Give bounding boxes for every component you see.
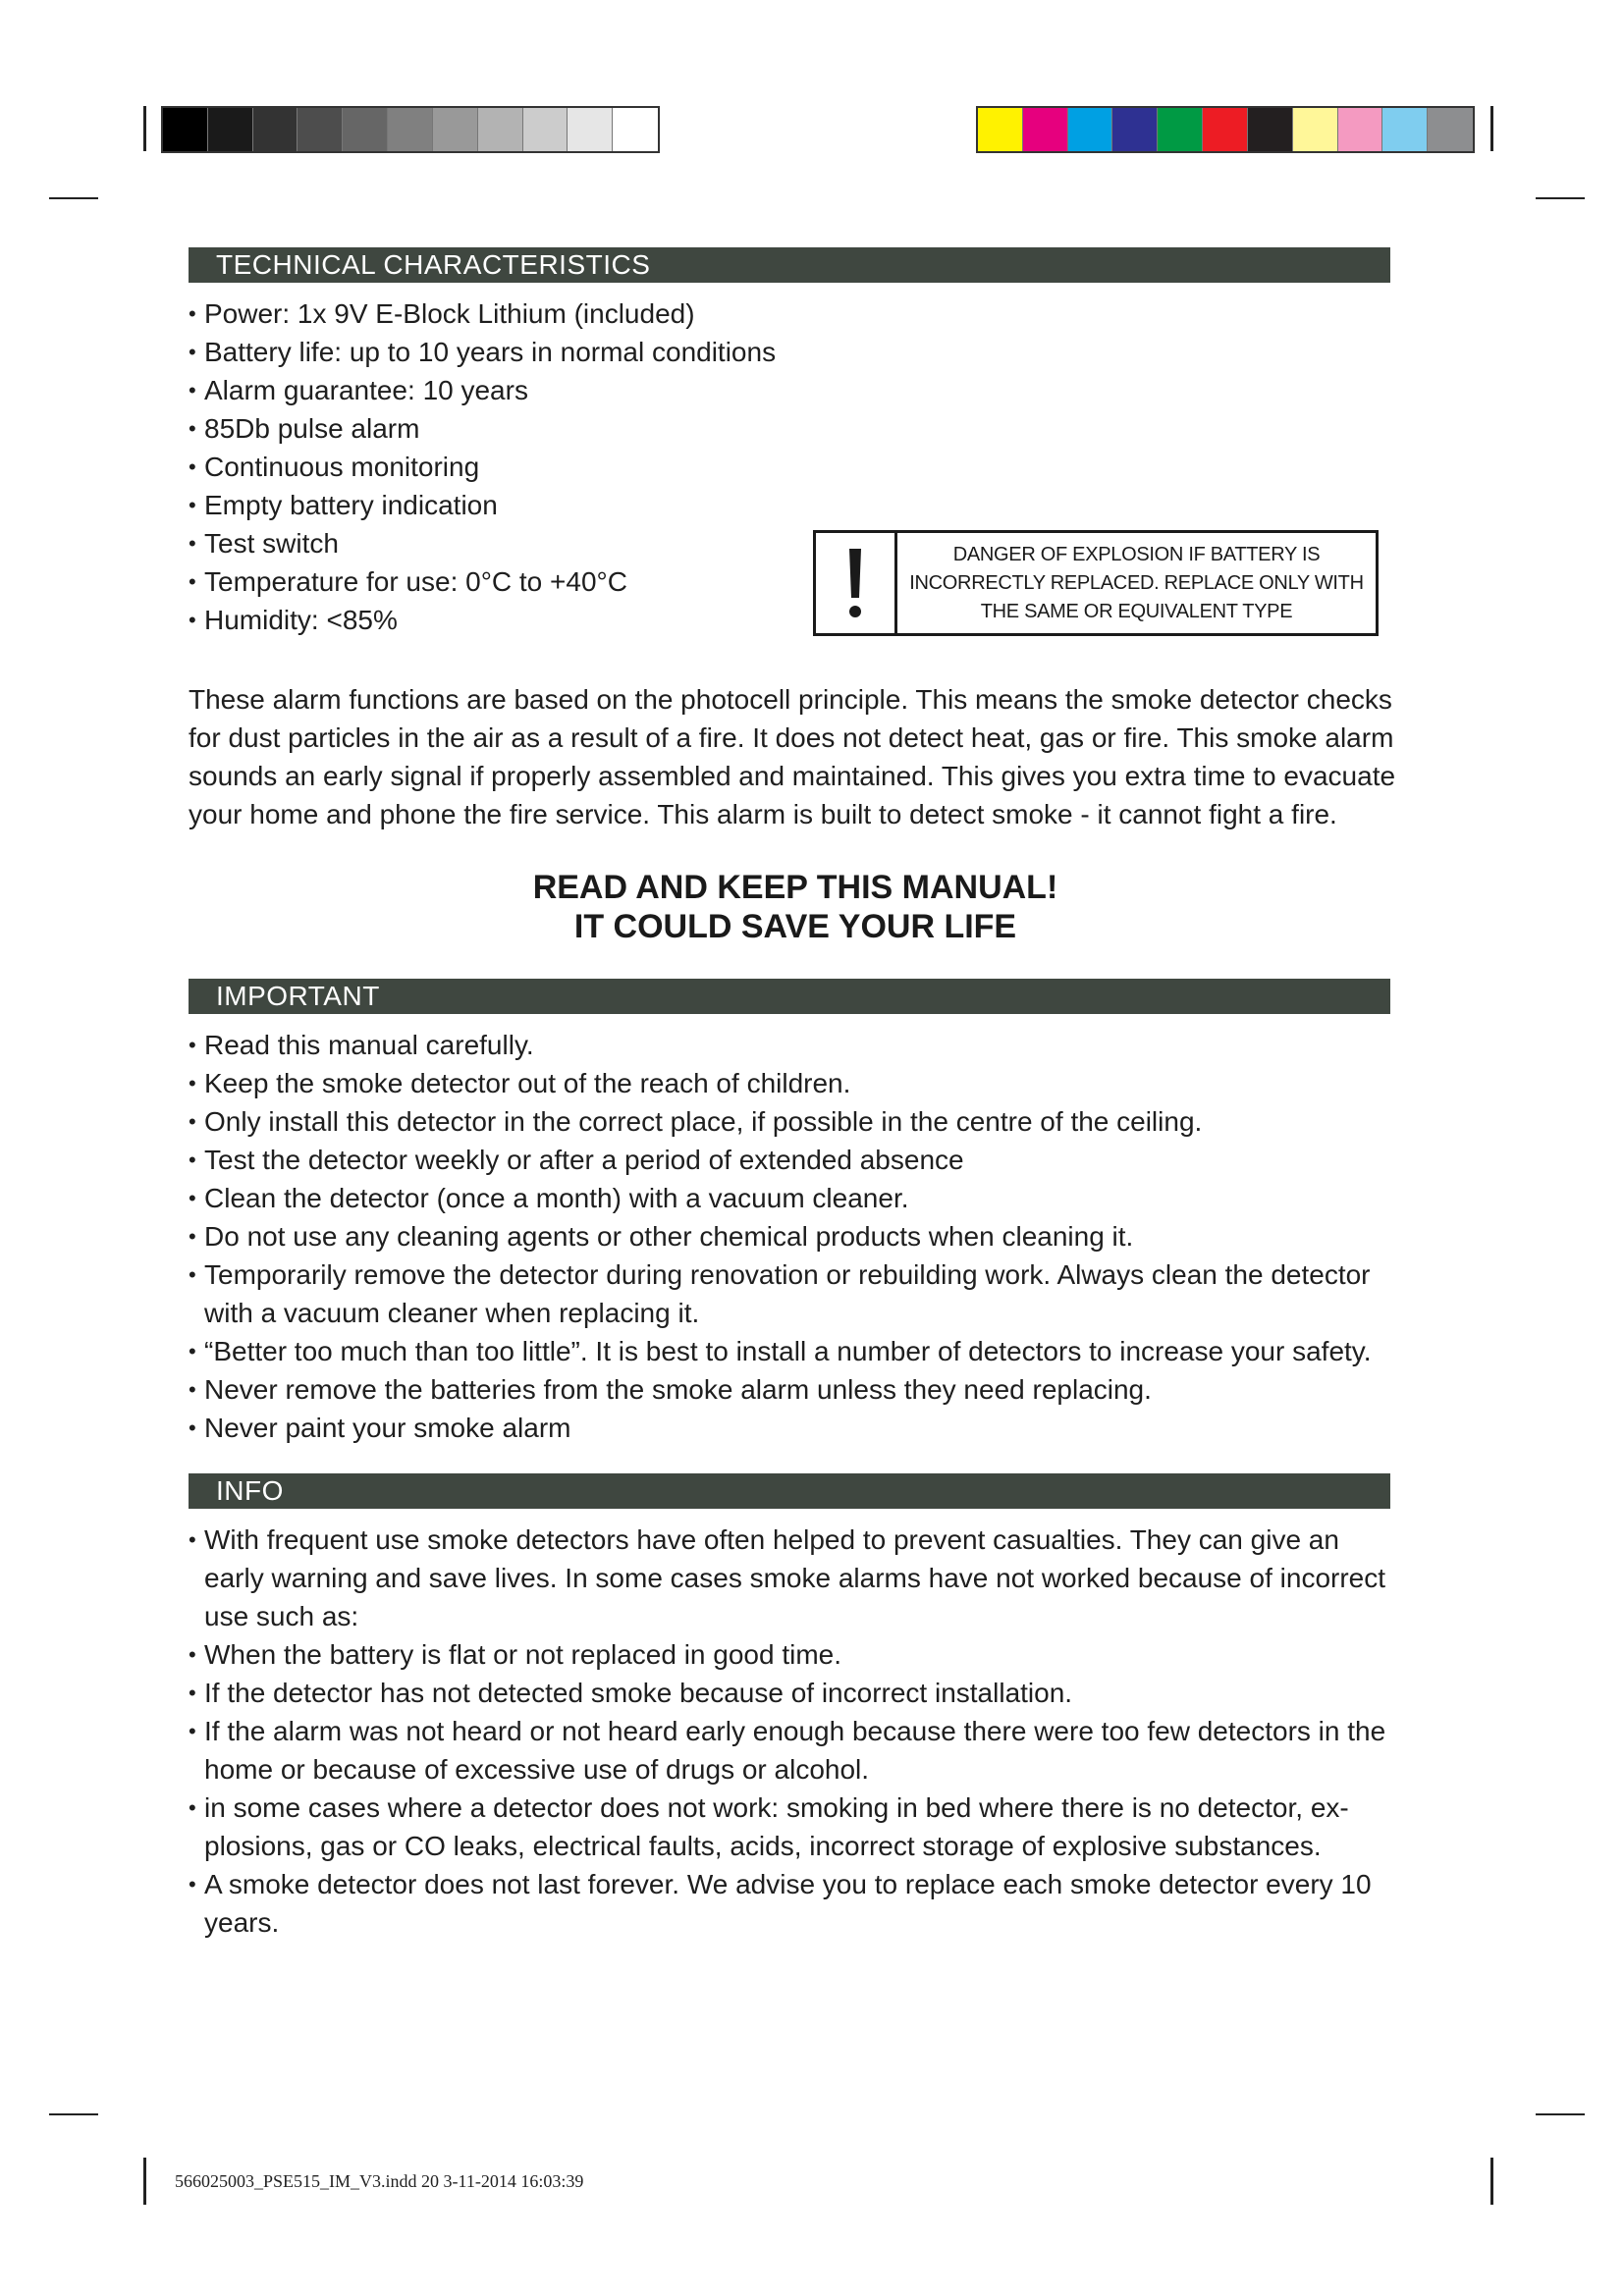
info-section-header: INFO <box>189 1473 1390 1509</box>
important-list <box>189 1026 1410 1447</box>
list-item: • When the battery is flat or not replaced in good time. <box>189 1635 1402 1674</box>
calibration-swatch <box>523 108 568 151</box>
calibration-swatch <box>253 108 298 151</box>
list-item: • Only install this detector in the correct place, if possible in the centre of the ceiling. <box>189 1102 1410 1141</box>
list-item: • Keep the smoke detector out of the reach of children. <box>189 1064 1410 1102</box>
warning-text <box>897 533 1376 633</box>
calibration-swatch <box>978 108 1023 151</box>
list-item: • If the alarm was not heard or not heard early enough because there were too few detectors in the home or because of excessive use of drugs or alcohol. <box>189 1712 1402 1789</box>
list-item: • “Better too much than too little”. It is best to install a number of detectors to increase your safety. <box>189 1332 1410 1370</box>
grayscale-calibration-bar <box>161 106 660 153</box>
footer-file-info: 566025003_PSE515_IM_V3.indd 20 3-11-2014 16:03:39 <box>175 2171 584 2191</box>
calibration-swatch <box>298 108 343 151</box>
heading-line-2: IT COULD SAVE YOUR LIFE <box>573 908 1017 945</box>
calibration-swatch <box>1428 108 1473 151</box>
crop-mark-top-left <box>143 106 146 151</box>
list-item: • Do not use any cleaning agents or other chemical products when cleaning it. <box>189 1217 1410 1255</box>
important-section-header: IMPORTANT <box>189 979 1390 1014</box>
calibration-swatch <box>1023 108 1068 151</box>
list-item: • Empty battery indication <box>189 486 817 524</box>
calibration-swatch <box>1293 108 1338 151</box>
list-item: • Battery life: up to 10 years in normal conditions <box>189 333 817 371</box>
calibration-swatch <box>1068 108 1113 151</box>
list-item: • Temperature for use: 0°C to +40°C <box>189 562 817 601</box>
color-calibration-bar <box>976 106 1475 153</box>
warning-line-1: DANGER OF EXPLOSION IF BATTERY IS <box>952 543 1321 565</box>
list-item: • in some cases where a detector does not work: smoking in bed where there is no detector, ex-plosions, gas or CO leaks, electrical faults, acids, incorrect storage of explosive substances. <box>189 1789 1402 1865</box>
calibration-swatch <box>1112 108 1158 151</box>
technical-list <box>189 294 817 639</box>
list-item: • Test switch <box>189 524 817 562</box>
list-item: • Temporarily remove the detector during renovation or rebuilding work. Always clean the detector with a vacuum cleaner when replacing it. <box>189 1255 1410 1332</box>
calibration-swatch <box>208 108 253 151</box>
calibration-swatch <box>388 108 433 151</box>
technical-section-header: TECHNICAL CHARACTERISTICS <box>189 247 1390 283</box>
battery-warning-box <box>813 530 1379 636</box>
list-item: • With frequent use smoke detectors have often helped to prevent casualties. They can give an early warning and save lives. In some cases smoke alarms have not worked because of incorrect use such as: <box>189 1521 1402 1635</box>
list-item: • Clean the detector (once a month) with a vacuum cleaner. <box>189 1179 1410 1217</box>
list-item: • If the detector has not detected smoke because of incorrect installation. <box>189 1674 1402 1712</box>
list-item: • Read this manual carefully. <box>189 1026 1410 1064</box>
list-item: • A smoke detector does not last forever. We advise you to replace each smoke detector every 10 years. <box>189 1865 1402 1942</box>
calibration-swatch <box>1203 108 1248 151</box>
crop-mark-bottom-left <box>143 2158 146 2205</box>
crop-mark-top-right <box>1490 106 1493 151</box>
warning-line-2: INCORRECTLY REPLACED. REPLACE ONLY WITH <box>909 571 1364 594</box>
calibration-swatch <box>478 108 523 151</box>
list-item: • Humidity: <85% <box>189 601 817 639</box>
calibration-swatch <box>1248 108 1293 151</box>
list-item: • Power: 1x 9V E-Block Lithium (included) <box>189 294 817 333</box>
list-item: • Never paint your smoke alarm <box>189 1409 1410 1447</box>
crop-mark-right-upper <box>1536 197 1585 199</box>
list-item: • Test the detector weekly or after a period of extended absence <box>189 1141 1410 1179</box>
crop-mark-left-lower <box>49 2113 98 2115</box>
crop-mark-right-lower <box>1536 2113 1585 2115</box>
intro-paragraph: These alarm functions are based on the photocell principle. This means the smoke detector checks for dust particles in the air as a result of a fire. It does not detect heat, gas or fire. This smoke alarm sounds an early signal if properly assembled and maintained. This gives you extra time to evacuate your home and phone the fire service. This alarm is built to detect smoke - it cannot fight a fire. <box>189 684 1396 829</box>
list-item: • Alarm guarantee: 10 years <box>189 371 817 409</box>
read-manual-heading <box>189 868 1402 946</box>
calibration-swatch <box>343 108 388 151</box>
crop-mark-bottom-right <box>1490 2158 1493 2205</box>
crop-mark-left-upper <box>49 197 98 199</box>
calibration-swatch <box>1158 108 1203 151</box>
calibration-swatch <box>1382 108 1428 151</box>
list-item: • Continuous monitoring <box>189 448 817 486</box>
calibration-swatch <box>433 108 478 151</box>
calibration-swatch <box>568 108 613 151</box>
calibration-swatch <box>1338 108 1383 151</box>
list-item: • 85Db pulse alarm <box>189 409 817 448</box>
warning-line-3: THE SAME OR EQUIVALENT TYPE <box>980 600 1293 622</box>
info-list <box>189 1521 1402 1942</box>
calibration-swatch <box>163 108 208 151</box>
exclamation-icon <box>816 533 897 633</box>
list-item: • Never remove the batteries from the smoke alarm unless they need replacing. <box>189 1370 1410 1409</box>
calibration-swatch <box>613 108 658 151</box>
heading-line-1: READ AND KEEP THIS MANUAL! <box>532 869 1058 906</box>
